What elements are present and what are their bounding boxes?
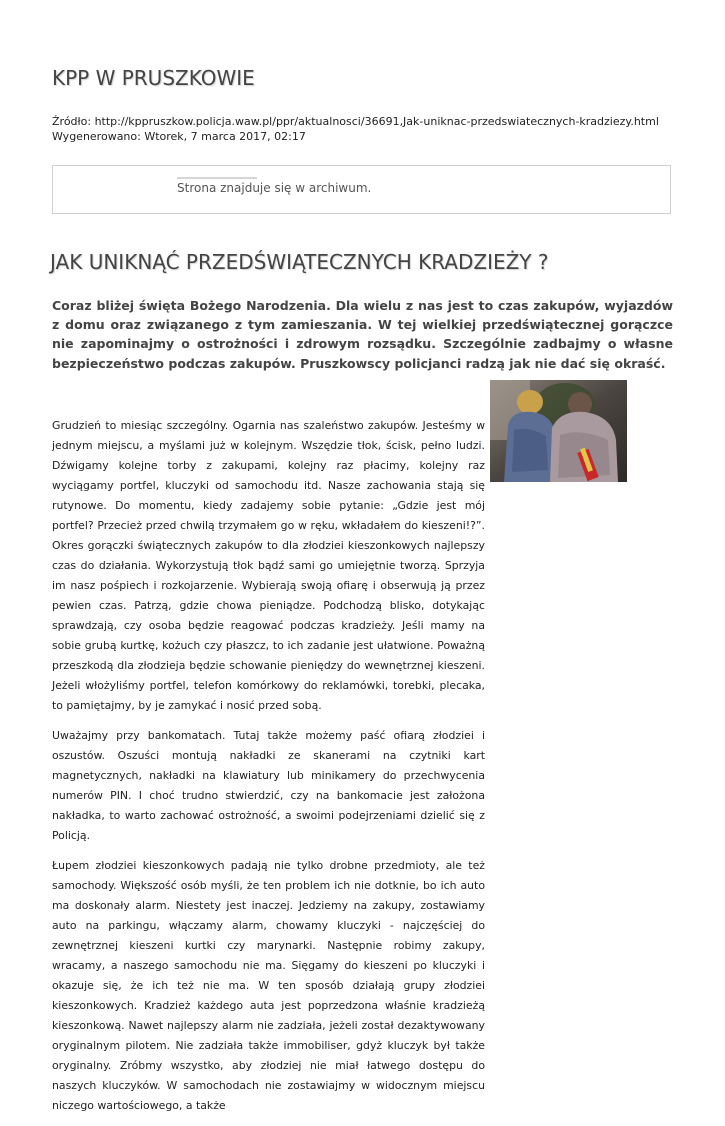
- body-paragraph: Uważajmy przy bankomatach. Tutaj także możemy paść ofiarą złodziei i oszustów. Oszuści montują nakładki ze skanerami na czytniki kart magnetycznych, nakładki na klawiatury lub minikamery do przechwycenia numerów PIN. I choć trudno stwierdzić, czy na bankomacie jest założona nakładka, to warto zachować ostrożność, a swoimi podejrzeniami dzielić się z Policją.: [52, 729, 485, 842]
- article-lead: Coraz bliżej święta Bożego Narodzenia. Dla wielu z nas jest to czas zakupów, wyjazdów z domu oraz związanego z tym zamieszania. W tej wielkiej przedświątecznej gorączce nie zapominajmy o ostrożności i zdrowym rozsądku. Szczególnie zadbajmy o własne bezpieczeństwo podczas zakupów. Pruszkowscy policjanci radzą jak nie dać się okraść.: [52, 298, 673, 371]
- archive-notice: [52, 165, 671, 214]
- article-body: [52, 416, 485, 1126]
- body-paragraph: Łupem złodziei kieszonkowych padają nie tylko drobne przedmioty, ale też samochody. Większość osób myśli, że ten problem ich nie dotknie, bo ich auto ma doskonały alarm. Niestety jest inaczej. Jedziemy na zakupy, zostawiamy auto na parkingu, włączamy alarm, chowamy kluczyki - najczęściej do zewnętrznej kieszeni kurtki czy marynarki. Następnie robimy zakupy, wracamy, a naszego samochodu nie ma. Sięgamy do kieszeni po kluczyki i okazuje się, że ich też nie ma. W ten sposób działają grupy złodziei kieszonkowych. Kradzież każdego auta jest poprzedzona właśnie kradzieżą kieszonkową. Nawet najlepszy alarm nie zadziała, jeżeli został dezaktywowany oryginalnym pilotem. Nie zadziała także immobiliser, gdyż kluczyk był także oryginalny. Zróbmy wszystko, aby złodziej nie miał łatwego dostępu do naszych kluczyków. W samochodach nie zostawiajmy w widocznym miejscu niczego wartościowego, a także: [52, 859, 485, 1112]
- archive-divider: [177, 177, 257, 179]
- body-paragraph: Grudzień to miesiąc szczególny. Ogarnia nas szaleństwo zakupów. Jesteśmy w jednym miejscu, a myślami już w kolejnym. Wszędzie tłok, ścisk, pełno ludzi. Dźwigamy kolejne torby z zakupami, kolejny raz płacimy, kolejny raz wyciągamy portfel, kluczyki od samochodu itd. Nasze zachowania stają się rutynowe. Do momentu, kiedy zadajemy sobie pytanie: „Gdzie jest mój portfel? Przecież przed chwilą trzymałem go w ręku, wkładałem do kieszeni!?”. Okres gorączki świątecznych zakupów to dla złodziei kieszonkowych najlepszy czas do działania. Wykorzystują tłok bądź sami go umiejętnie tworzą. Sprzyja im nasz pośpiech i rozkojarzenie. Wybierają swoją ofiarę i obserwują ją przez pewien czas. Patrzą, gdzie chowa pieniądze. Podchodzą blisko, dotykając sprawdzają, czy osoba będzie reagować podczas kradzieży. Jeśli mamy na sobie grubą kurtkę, kożuch czy płaszcz, to ich zadanie jest ułatwione. Poważną przeszkodą dla złodzieja będzie schowanie pieniędzy do wewnętrznej kieszeni. Jeżeli włożyliśmy portfel, telefon komórkowy do reklamówki, torebki, plecaka, to pamiętajmy, by je zamykać i nosić przed sobą.: [52, 419, 485, 712]
- article-photo: [490, 380, 627, 482]
- archive-message: Strona znajduje się w archiwum.: [177, 181, 372, 195]
- shoppers-photo-icon: [490, 380, 627, 482]
- generated-line: Wygenerowano: Wtorek, 7 marca 2017, 02:17: [52, 130, 306, 143]
- source-line: Źródło: http://kppruszkow.policja.waw.pl/ppr/aktualnosci/36691,Jak-uniknac-przedswiatecznych-kradziezy.html: [52, 115, 659, 128]
- document-meta: [52, 114, 692, 144]
- article-title: JAK UNIKNĄĆ PRZEDŚWIĄTECZNYCH KRADZIEŻY ?: [50, 250, 549, 274]
- site-title: KPP W PRUSZKOWIE: [52, 66, 255, 90]
